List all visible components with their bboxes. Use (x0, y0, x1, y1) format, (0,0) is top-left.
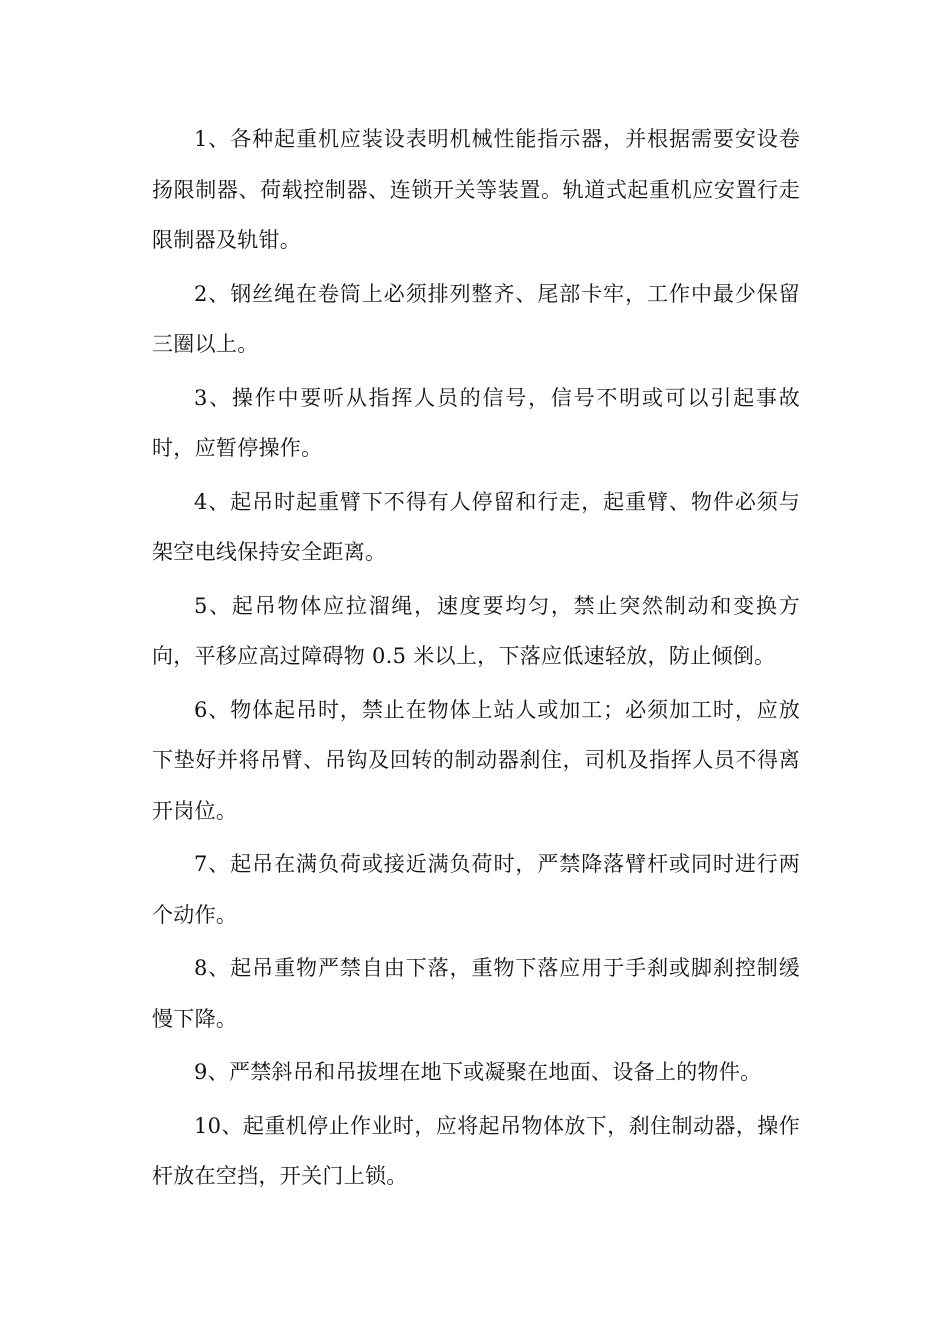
rule-paragraph-6: 6、物体起吊时，禁止在物体上站人或加工；必须加工时，应放下垫好并将吊臂、吊钩及回转的制动器刹住，司机及指挥人员不得离开岗位。 (152, 697, 800, 823)
rule-paragraph-1: 1、各种起重机应装设表明机械性能指示器，并根据需要安设卷扬限制器、荷载控制器、连锁开关等装置。轨道式起重机应安置行走限制器及轨钳。 (152, 127, 800, 252)
rule-paragraph-7: 7、起吊在满负荷或接近满负荷时，严禁降落臂杆或同时进行两个动作。 (152, 852, 800, 927)
rule-paragraph-5: 5、起吊物体应拉溜绳，速度要均匀，禁止突然制动和变换方向，平移应高过障碍物 0.5 米以上，下落应低速轻放，防止倾倒。 (152, 593, 800, 668)
rule-paragraph-8: 8、起吊重物严禁自由下落，重物下落应用于手刹或脚刹控制缓慢下降。 (152, 956, 800, 1031)
rule-paragraph-3: 3、操作中要听从指挥人员的信号，信号不明或可以引起事故时，应暂停操作。 (152, 385, 800, 460)
rule-paragraph-2: 2、钢丝绳在卷筒上必须排列整齐、尾部卡牢，工作中最少保留三圈以上。 (152, 281, 800, 356)
rule-paragraph-10: 10、起重机停止作业时，应将起吊物体放下，刹住制动器，操作杆放在空挡，开关门上锁。 (152, 1113, 800, 1188)
rule-paragraph-4: 4、起吊时起重臂下不得有人停留和行走，起重臂、物件必须与架空电线保持安全距离。 (152, 489, 800, 564)
rule-paragraph-9: 9、严禁斜吊和吊拔埋在地下或凝聚在地面、设备上的物件。 (194, 1060, 762, 1084)
document-body (152, 114, 800, 1202)
